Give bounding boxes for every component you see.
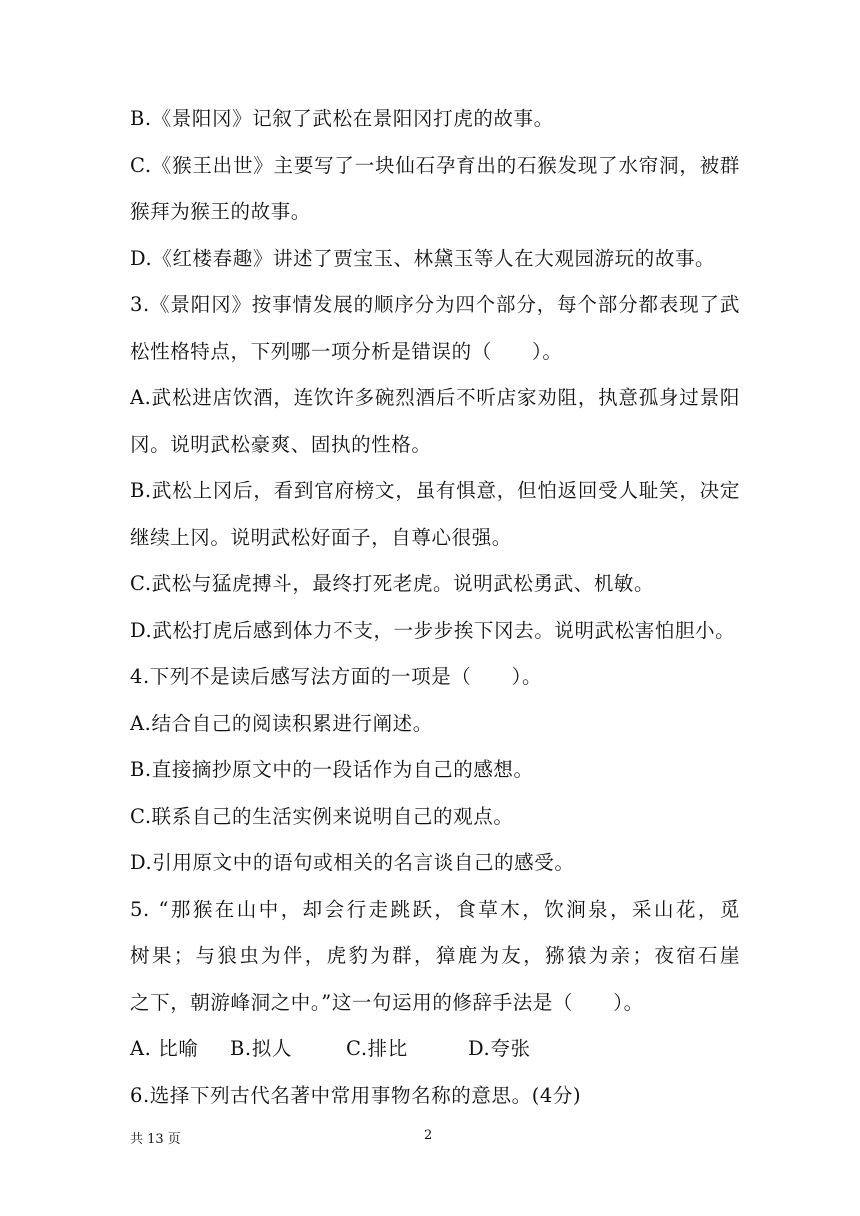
q3-option-d: D.武松打虎后感到体力不支，一步步挨下冈去。说明武松害怕胆小。 bbox=[130, 618, 736, 642]
q2-option-c-line2: 猴拜为猴王的故事。 bbox=[130, 200, 311, 223]
q2-option-b: B.《景阳冈》记叙了武松在景阳冈打虎的故事。 bbox=[130, 107, 554, 130]
q5-stem-line1: 5. “那猴在山中，却会行走跳跃，食草木，饮涧泉，采山花，觅 bbox=[130, 897, 740, 921]
q3-stem-line1: 3.《景阳冈》按事情发展的顺序分为四个部分，每个部分都表现了武 bbox=[130, 293, 740, 316]
q6-stem: 6.选择下列古代名著中常用事物名称的意思。(4分) bbox=[130, 1083, 582, 1107]
q3-option-a-line2: 冈。说明武松豪爽、固执的性格。 bbox=[130, 432, 432, 456]
footer-total-pages: 共 13 页 bbox=[130, 1132, 181, 1147]
q5-stem-line2: 树果；与狼虫为伴，虎豹为群，獐鹿为友，猕猿为亲；夜宿石崖 bbox=[130, 944, 740, 967]
q5-option-d: D.夸张 bbox=[468, 1037, 531, 1060]
q2-option-d: D.《红楼春趣》讲述了贾宝玉、林黛玉等人在大观园游玩的故事。 bbox=[130, 246, 716, 270]
q3-stem-line2: 松性格特点，下列哪一项分析是错误的（ ）。 bbox=[130, 339, 563, 363]
q2-option-c-line1: C.《猴王出世》主要写了一块仙石孕育出的石猴发现了水帘洞，被群 bbox=[130, 153, 740, 177]
q4-option-b: B.直接摘抄原文中的一段话作为自己的感想。 bbox=[130, 758, 534, 781]
q5-option-b: B.拟人 bbox=[230, 1037, 292, 1060]
document-body bbox=[130, 104, 740, 1127]
q5-option-a: A. 比喻 bbox=[130, 1037, 199, 1060]
footer-page-number: 2 bbox=[424, 1128, 433, 1143]
q5-stem-line3: 之下，朝游峰洞之中。”这一句运用的修辞手法是（ ）。 bbox=[130, 990, 644, 1014]
q4-stem: 4.下列不是读后感写法方面的一项是（ ）。 bbox=[130, 665, 543, 688]
q4-option-c: C.联系自己的生活实例来说明自己的观点。 bbox=[130, 804, 514, 828]
q4-option-d: D.引用原文中的语句或相关的名言谈自己的感受。 bbox=[130, 851, 575, 874]
q3-option-b-line1: B.武松上冈后，看到官府榜文，虽有惧意，但怕返回受人耻笑，决定 bbox=[130, 479, 740, 502]
q5-option-c: C.排比 bbox=[346, 1037, 408, 1060]
q3-option-b-line2: 继续上冈。说明武松好面子，自尊心很强。 bbox=[130, 525, 512, 549]
q3-option-a-line1: A.武松进店饮酒，连饮许多碗烈酒后不听店家劝阻，执意孤身过景阳 bbox=[130, 386, 740, 409]
q3-option-c: C.武松与猛虎搏斗，最终打死老虎。说明武松勇武、机敏。 bbox=[130, 572, 655, 595]
q5-options bbox=[130, 1034, 740, 1064]
q4-option-a: A.结合自己的阅读积累进行阐述。 bbox=[130, 711, 433, 735]
